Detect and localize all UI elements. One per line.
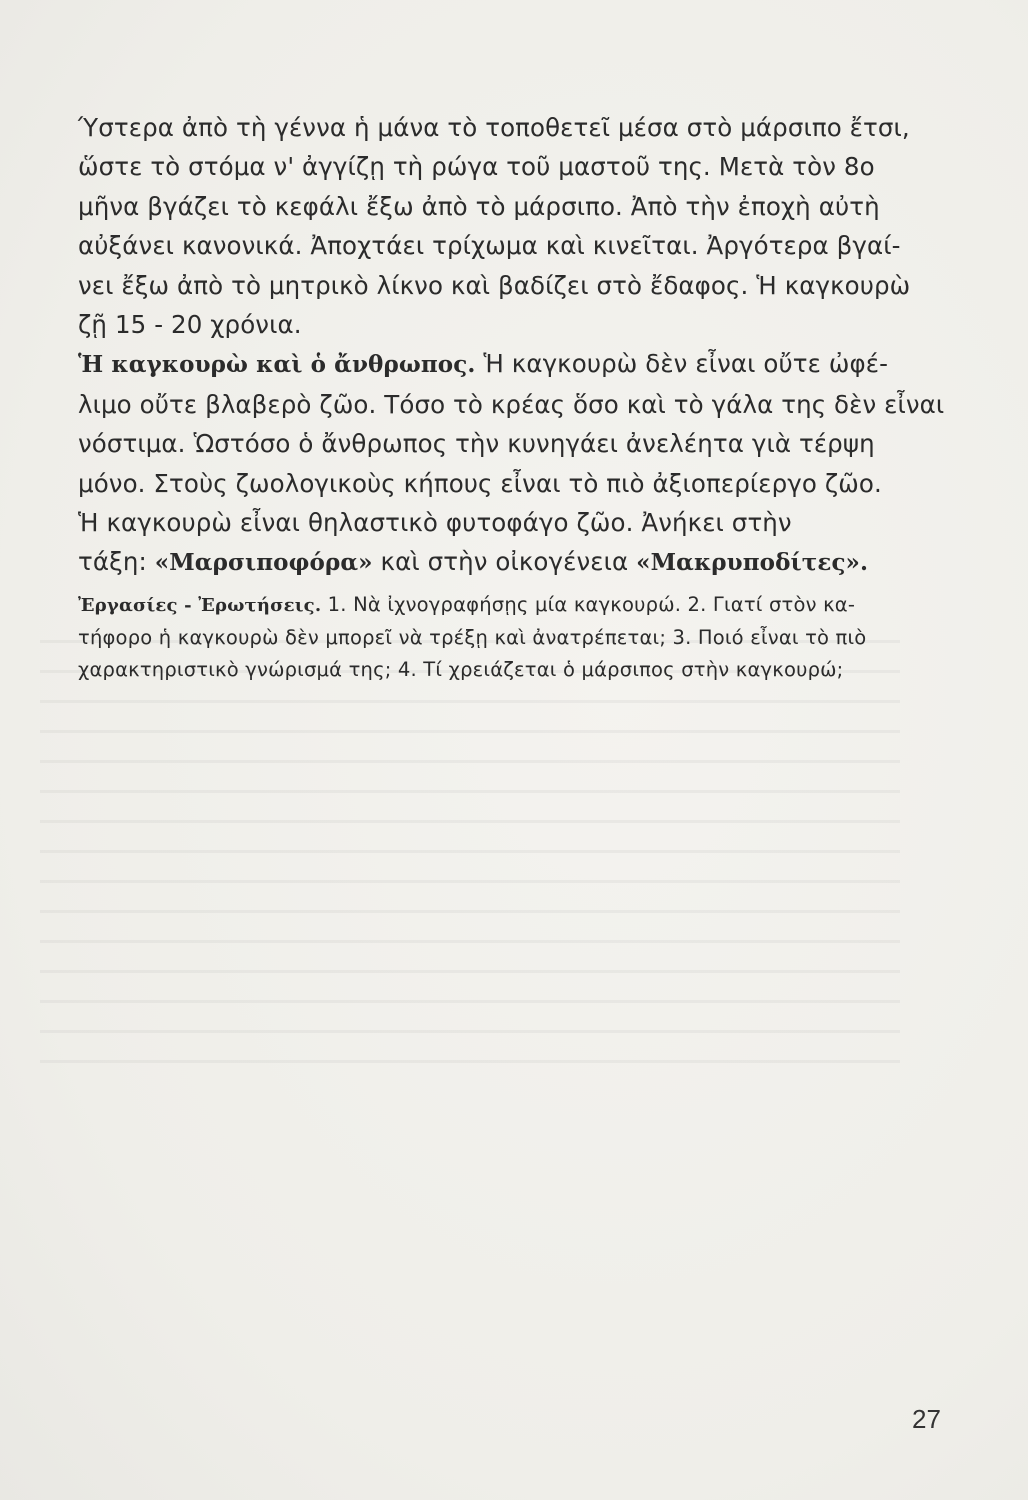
text-line: Ἡ καγκουρὼ εἶναι θηλαστικὸ φυτοφάγο ζῶο. Ἀνήκει στὴν	[78, 508, 792, 538]
exercise-line	[78, 589, 948, 622]
text-line: ὥστε τὸ στόμα ν' ἀγγίζῃ τὴ ρώγα τοῦ μαστοῦ της. Μετὰ τὸν 8ο	[78, 152, 875, 182]
section-text: Ἡ καγκουρὼ δὲν εἶναι οὔτε ὠφέ-	[475, 349, 889, 379]
text-line: μῆνα βγάζει τὸ κεφάλι ἔξω ἀπὸ τὸ μάρσιπο. Ἀπὸ τὴν ἐποχὴ αὐτὴ	[78, 191, 880, 221]
body-text	[78, 108, 948, 686]
section-text: τάξη:	[78, 547, 155, 577]
exercises-block	[78, 589, 948, 686]
exercise-line: χαρακτηριστικὸ γνώρισμά της; 4. Τί χρειάζεται ὁ μάρσιπος στὴν καγκουρώ;	[78, 657, 844, 681]
section-last-line	[78, 542, 948, 582]
exercise-line: τήφορο ἡ καγκουρὼ δὲν μπορεῖ νὰ τρέξῃ καὶ ἀνατρέπεται; 3. Ποιό εἶναι τὸ πιὸ	[78, 625, 867, 649]
family-name: «Μακρυποδίτες»	[636, 549, 861, 577]
text-line: νόστιμα. Ὡστόσο ὁ ἄνθρωπος τὴν κυνηγάει ἀνελέητα γιὰ τέρψη	[78, 429, 875, 459]
section-text: .	[860, 549, 869, 577]
exercise-text: 1. Νὰ ἰχνογραφήσῃς μία καγκουρώ. 2. Γιατί στὸν κα-	[321, 592, 856, 616]
section-text: καὶ στὴν οἰκογένεια	[372, 547, 637, 577]
text-line: αὐξάνει κανονικά. Ἀποχτάει τρίχωμα καὶ κινεῖται. Ἀργότερα βγαί-	[78, 231, 901, 261]
show-through-shadow	[40, 640, 900, 1070]
text-line: Ύστερα ἀπὸ τὴ γέννα ἡ μάνα τὸ τοποθετεῖ μέσα στὸ μάρσιπο ἔτσι,	[78, 113, 910, 142]
text-line: μόνο. Στοὺς ζωολογικοὺς κήπους εἶναι τὸ πιὸ ἀξιοπερίεργο ζῶο.	[78, 468, 882, 498]
text-line: νει ἔξω ἀπὸ τὸ μητρικὸ λίκνο καὶ βαδίζει στὸ ἔδαφος. Ἡ καγκουρὼ	[78, 270, 911, 300]
order-name: «Μαρσιποφόρα»	[154, 549, 373, 577]
section-heading: Ἡ καγκουρὼ καὶ ὁ ἄνθρωπος.	[78, 351, 476, 379]
section-first-line	[78, 344, 948, 384]
text-line: ζῇ 15 - 20 χρόνια.	[78, 310, 302, 340]
text-line: λιμο οὔτε βλαβερὸ ζῶο. Τόσο τὸ κρέας ὅσο καὶ τὸ γάλα της δὲν εἶναι	[78, 389, 945, 419]
exercises-heading: Ἐργασίες - Ἐρωτήσεις.	[78, 594, 322, 616]
page-number: 27	[912, 1404, 941, 1434]
